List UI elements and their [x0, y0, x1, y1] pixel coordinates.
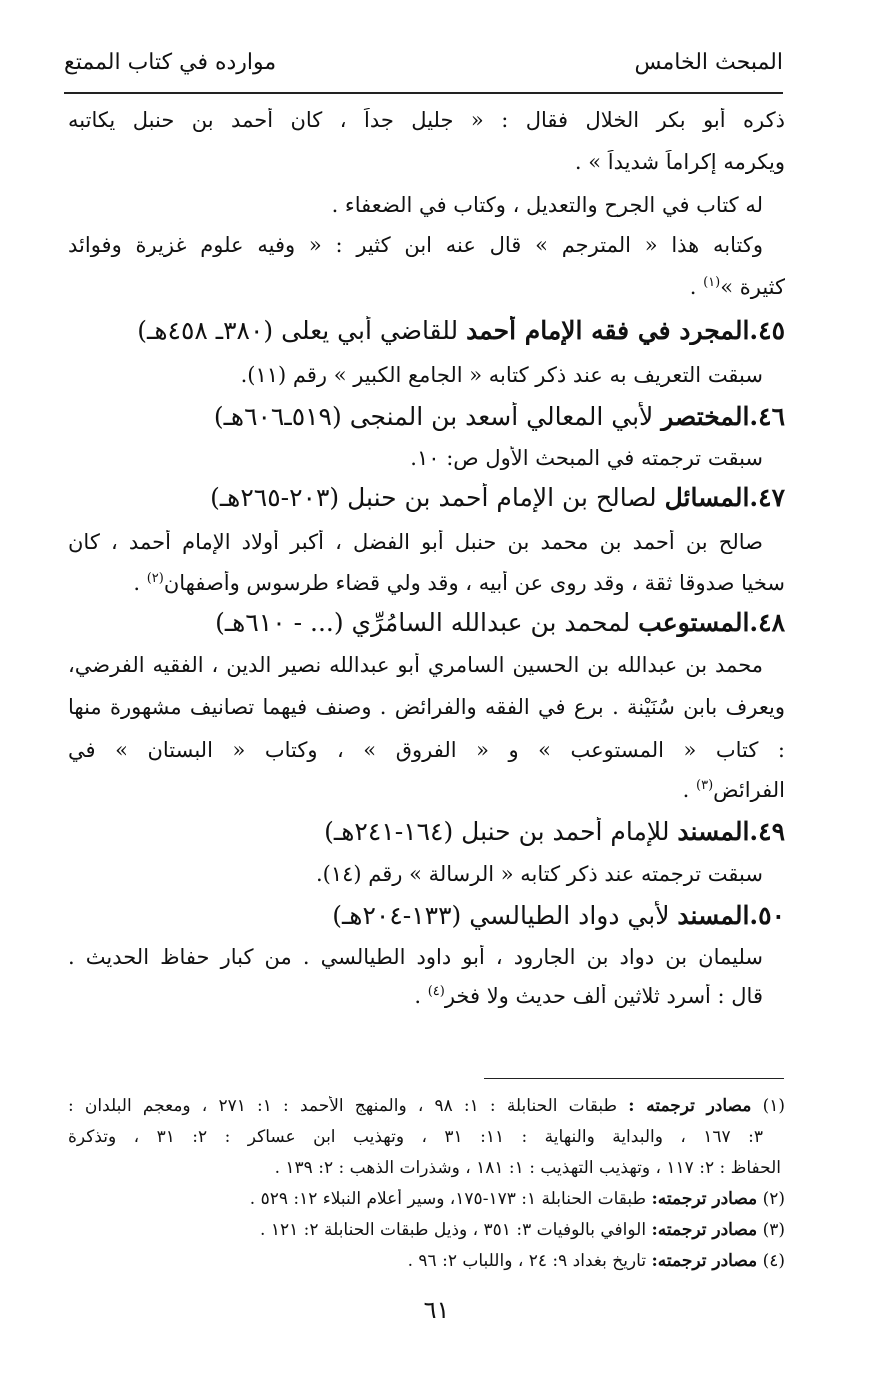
entry-heading: ٤٨.المستوعب لمحمد بن عبدالله السامُرِّي (... - ٦١٠هـ)	[215, 608, 785, 637]
footnote-marker: (٣)	[762, 1220, 785, 1240]
entry-number: ٤٩	[758, 817, 785, 846]
entry-title: المسائل	[664, 483, 750, 512]
entry-title: المسند	[677, 817, 750, 846]
entry-author: للإمام أحمد بن حنبل (١٦٤-٢٤١هـ)	[324, 817, 670, 846]
entry-heading: ٤٥.المجرد في فقه الإمام أحمد للقاضي أبي يعلى (٣٨٠ـ ٤٥٨هـ)	[137, 316, 785, 345]
body-text: كثيرة »	[720, 275, 785, 299]
entry-text: سخيا صدوقا ثقة ، وقد روى عن أبيه ، وقد ولي قضاء طرسوس وأصفهان$^{(٢)}$ .	[133, 571, 785, 595]
footnote-ref: (٤)	[427, 984, 445, 999]
entry-title: المسند	[677, 901, 750, 930]
entry-text: : كتاب « المستوعب » و « الفروق » ، وكتاب « البستان » في	[68, 738, 785, 762]
footnote-ref: (٣)	[696, 778, 714, 793]
entry-number: ٤٧	[758, 483, 785, 512]
entry-text: محمد بن عبدالله بن الحسين السامري أبو عبدالله نصير الدين ، الفقيه الفرضي،	[68, 653, 763, 677]
entry-author: لمحمد بن عبدالله السامُرِّي (... - ٦١٠هـ)	[215, 608, 631, 637]
body-line: ذكره أبو بكر الخلال فقال : « جليل جداً ، كان أحمد بن حنبل يكاتبه	[68, 108, 785, 132]
header-title: موارده في كتاب الممتع	[64, 49, 277, 75]
entry-author: لأبي دواد الطيالسي (١٣٣-٢٠٤هـ)	[332, 901, 670, 930]
footnote: (٣) مصادر ترجمته: الوافي بالوفيات ٣: ٣٥١ ، وذيل طبقات الحنابلة ٢: ١٢١ .	[260, 1220, 785, 1240]
footnote-line: ٣: ١٦٧ ، والبداية والنهاية : ١١: ٣١ ، وتهذيب ابن عساكر : ٢: ٣١ ، وتذكرة	[68, 1127, 763, 1147]
page-number: ٦١	[423, 1296, 450, 1324]
entry-heading: ٤٦.المختصر لأبي المعالي أسعد بن المنجى (٥١٩ـ٦٠٦هـ)	[213, 402, 785, 431]
entry-number: ٤٨	[758, 608, 785, 637]
body-line: ويكرمه إكراماً شديداً » .	[574, 150, 785, 174]
body-line: وكتابه هذا « المترجم » قال عنه ابن كثير : « وفيه علوم غزيرة وفوائد	[68, 233, 763, 257]
entry-number: ٤٥	[758, 316, 785, 345]
entry-text: سبقت التعريف به عند ذكر كتابه « الجامع الكبير » رقم (١١).	[240, 363, 763, 387]
footnote-line: الحفاظ : ٢: ١١٧ ، وتهذيب التهذيب : ١: ١٨١ ، وشذرات الذهب : ٢: ١٣٩ .	[274, 1158, 781, 1178]
footnote-ref: (١)	[703, 275, 721, 290]
entry-heading: ٥٠.المسند لأبي دواد الطيالسي (١٣٣-٢٠٤هـ)	[332, 901, 785, 930]
footnote-ref: (٢)	[146, 571, 164, 586]
entry-title: المجرد في فقه الإمام أحمد	[466, 316, 750, 345]
entry-author: لصالح بن الإمام أحمد بن حنبل (٢٠٣-٢٦٥هـ)	[210, 483, 657, 512]
entry-author: للقاضي أبي يعلى (٣٨٠ـ ٤٥٨هـ)	[137, 316, 459, 345]
entry-text: سليمان بن دواد بن الجارود ، أبو داود الطيالسي . من كبار حفاظ الحديث .	[68, 945, 763, 969]
footnote: (٤) مصادر ترجمته: تاريخ بغداد ٩: ٢٤ ، واللباب ٢: ٩٦ .	[407, 1251, 785, 1271]
entry-number: ٤٦	[758, 402, 785, 431]
entry-text: قال : أسرد ثلاثين ألف حديث ولا فخر$^{(٤)}$ .	[414, 984, 763, 1008]
footnote-marker: (٤)	[762, 1251, 785, 1271]
footnote-marker: (٢)	[762, 1189, 785, 1209]
header-section: المبحث الخامس	[634, 49, 783, 75]
footnote-label: مصادر ترجمته:	[651, 1220, 758, 1240]
footnote-label: مصادر ترجمته:	[651, 1189, 758, 1209]
entry-author: لأبي المعالي أسعد بن المنجى (٥١٩ـ٦٠٦هـ)	[213, 402, 654, 431]
entry-text: الفرائض$^{(٣)}$ .	[682, 778, 785, 802]
entry-number: ٥٠	[758, 901, 785, 930]
entry-text: سبقت ترجمته في المبحث الأول ص: ١٠.	[410, 446, 763, 470]
entry-title: المختصر	[661, 402, 750, 431]
footnote: (١) مصادر ترجمته : طبقات الحنابلة : ١: ٩٨ ، والمنهج الأحمد : ١: ٢٧١ ، ومعجم البلدان :	[68, 1096, 785, 1116]
footnote-rule	[484, 1078, 784, 1079]
body-line: كثيرة »$^{(١)}$ .	[689, 275, 785, 299]
entry-text: ويعرف بابن سُنَيْنة . برع في الفقه والفرائض . وصنف فيهما تصانيف مشهورة منها	[68, 695, 785, 719]
entry-heading: ٤٧.المسائل لصالح بن الإمام أحمد بن حنبل (٢٠٣-٢٦٥هـ)	[210, 483, 785, 512]
entry-heading: ٤٩.المسند للإمام أحمد بن حنبل (١٦٤-٢٤١هـ)	[324, 817, 785, 846]
header-rule	[64, 92, 783, 94]
running-header	[64, 46, 783, 78]
entry-text: صالح بن أحمد بن محمد بن حنبل أبو الفضل ، أكبر أولاد الإمام أحمد ، كان	[68, 530, 763, 554]
footnote-marker: (١)	[762, 1096, 785, 1116]
footnote-label: مصادر ترجمته:	[651, 1251, 758, 1271]
body-line: له كتاب في الجرح والتعديل ، وكتاب في الضعفاء .	[331, 193, 763, 217]
entry-title: المستوعب	[638, 608, 750, 637]
footnote: (٢) مصادر ترجمته: طبقات الحنابلة ١: ١٧٣-١٧٥، وسير أعلام النبلاء ١٢: ٥٢٩ .	[249, 1189, 785, 1209]
footnote-label: مصادر ترجمته :	[628, 1096, 752, 1116]
entry-text: سبقت ترجمته عند ذكر كتابه « الرسالة » رقم (١٤).	[315, 862, 763, 886]
